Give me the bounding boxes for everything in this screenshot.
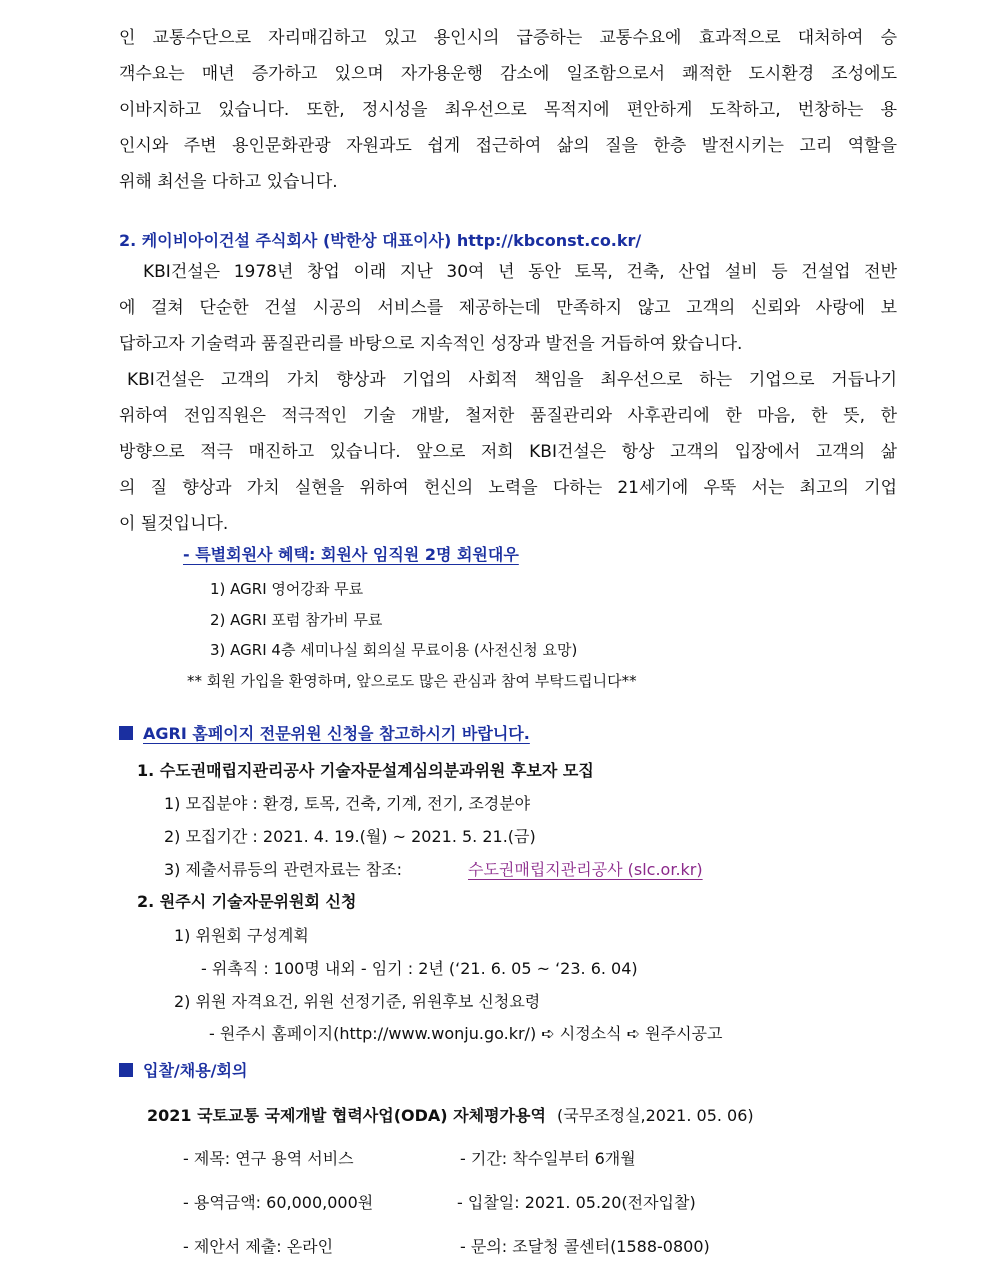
expert-item1-line: 2) 모집기간 : 2021. 4. 19.(월) ~ 2021. 5. 21.(금) (164, 827, 536, 846)
kbi-line: 의 질 향상과 가치 실현을 위하여 헌신의 노력을 다하는 21세기에 우뚝 서는 최고의 기업 (119, 478, 897, 498)
expert-item2-title: 2. 원주시 기술자문위원회 신청 (137, 892, 357, 911)
bid-row-right: - 문의: 조달청 콜센터(1588-0800) (460, 1237, 710, 1256)
bid-heading (119, 1058, 247, 1081)
intro-line: 이바지하고 있습니다. 또한, 정시성을 최우선으로 목적지에 편안하게 도착하고, 번창하는 용 (119, 100, 897, 120)
intro-line: 객수요는 매년 증가하고 있으며 자가용운행 감소에 일조함으로서 쾌적한 도시환경 조성에도 (119, 64, 897, 84)
bid-title-text: 2021 국토교통 국제개발 협력사업(ODA) 자체평가용역 (147, 1106, 546, 1125)
benefits-note: ** 회원 가입을 환영하며, 앞으로도 많은 관심과 참여 부탁드립니다** (187, 672, 637, 690)
kbi-line: KBI건설은 1978년 창업 이래 지난 30여 년 동안 토목, 건축, 산업 설비 등 건설업 전반 (143, 262, 897, 282)
slc-link[interactable]: 수도권매립지관리공사 (slc.or.kr) (468, 860, 703, 879)
expert-item2-line: 1) 위원회 구성계획 (174, 926, 309, 945)
benefit-item: 1) AGRI 영어강좌 무료 (210, 580, 364, 598)
benefit-item: 3) AGRI 4층 세미나실 회의실 무료이용 (사전신청 요망) (210, 641, 578, 659)
bid-title (147, 1103, 754, 1126)
expert-item1-line: 3) 제출서류등의 관련자료는 참조: (164, 860, 402, 879)
bid-row-left: - 제안서 제출: 온라인 (183, 1237, 334, 1256)
intro-paragraph (119, 20, 897, 200)
benefit-item: 2) AGRI 포럼 참가비 무료 (210, 611, 383, 629)
bid-title-org: (국무조정실,2021. 05. 06) (557, 1106, 754, 1125)
kbi-line: KBI건설은 고객의 가치 향상과 기업의 사회적 책임을 최우선으로 하는 기업으로 거듭나기 (127, 370, 897, 390)
intro-line: 위해 최선을 다하고 있습니다. (119, 172, 338, 192)
expert-item2-subline: - 위촉직 : 100명 내외 - 임기 : 2년 (‘21. 6. 05 ~ ‘23. 6. 04) (201, 959, 638, 978)
expert-item1-line: 1) 모집분야 : 환경, 토목, 건축, 기계, 전기, 조경분야 (164, 794, 531, 813)
expert-heading-text: AGRI 홈페이지 전문위원 신청을 참고하시기 바랍니다. (143, 724, 530, 743)
kbi-heading: 2. 케이비아이건설 주식회사 (박한상 대표이사) http://kbconst.co.kr/ (119, 231, 642, 250)
bid-row-left: - 용역금액: 60,000,000원 (183, 1193, 374, 1212)
kbi-line: 위하여 전임직원은 적극적인 기술 개발, 철저한 품질관리와 사후관리에 한 마음, 한 뜻, 한 (119, 406, 897, 426)
kbi-line: 이 될것입니다. (119, 514, 229, 534)
expert-item2-subline: - 원주시 홈페이지(http://www.wonju.go.kr/) ➪ 시정소식 ➪ 원주시공고 (209, 1024, 723, 1043)
bid-row-left: - 제목: 연구 용역 서비스 (183, 1149, 354, 1168)
bid-row-right: - 입찰일: 2021. 05.20(전자입찰) (457, 1193, 696, 1212)
square-bullet-icon (119, 1063, 133, 1077)
kbi-line: 에 걸쳐 단순한 건설 시공의 서비스를 제공하는데 만족하지 않고 고객의 신뢰와 사랑에 보 (119, 298, 897, 318)
intro-line: 인 교통수단으로 자리매김하고 있고 용인시의 급증하는 교통수요에 효과적으로 대처하여 승 (119, 28, 897, 48)
kbi-line: 답하고자 기술력과 품질관리를 바탕으로 지속적인 성장과 발전을 거듭하여 왔습니다. (119, 334, 743, 354)
expert-item2-line: 2) 위원 자격요건, 위원 선정기준, 위원후보 신청요령 (174, 992, 541, 1011)
square-bullet-icon (119, 726, 133, 740)
kbi-line: 방향으로 적극 매진하고 있습니다. 앞으로 저희 KBI건설은 항상 고객의 입장에서 고객의 삶 (119, 442, 897, 462)
intro-line: 인시와 주변 용인문화관광 자원과도 쉽게 접근하여 삶의 질을 한층 발전시키는 고리 역할을 (119, 136, 897, 156)
expert-item1-title: 1. 수도권매립지관리공사 기술자문설계심의분과위원 후보자 모집 (137, 761, 594, 780)
expert-heading (119, 721, 530, 744)
bid-heading-text: 입찰/채용/회의 (143, 1061, 248, 1080)
bid-row-right: - 기간: 착수일부터 6개월 (460, 1149, 636, 1168)
kbi-paragraph (119, 254, 897, 542)
benefits-title: - 특별회원사 혜택: 회원사 임직원 2명 회원대우 (183, 545, 519, 564)
